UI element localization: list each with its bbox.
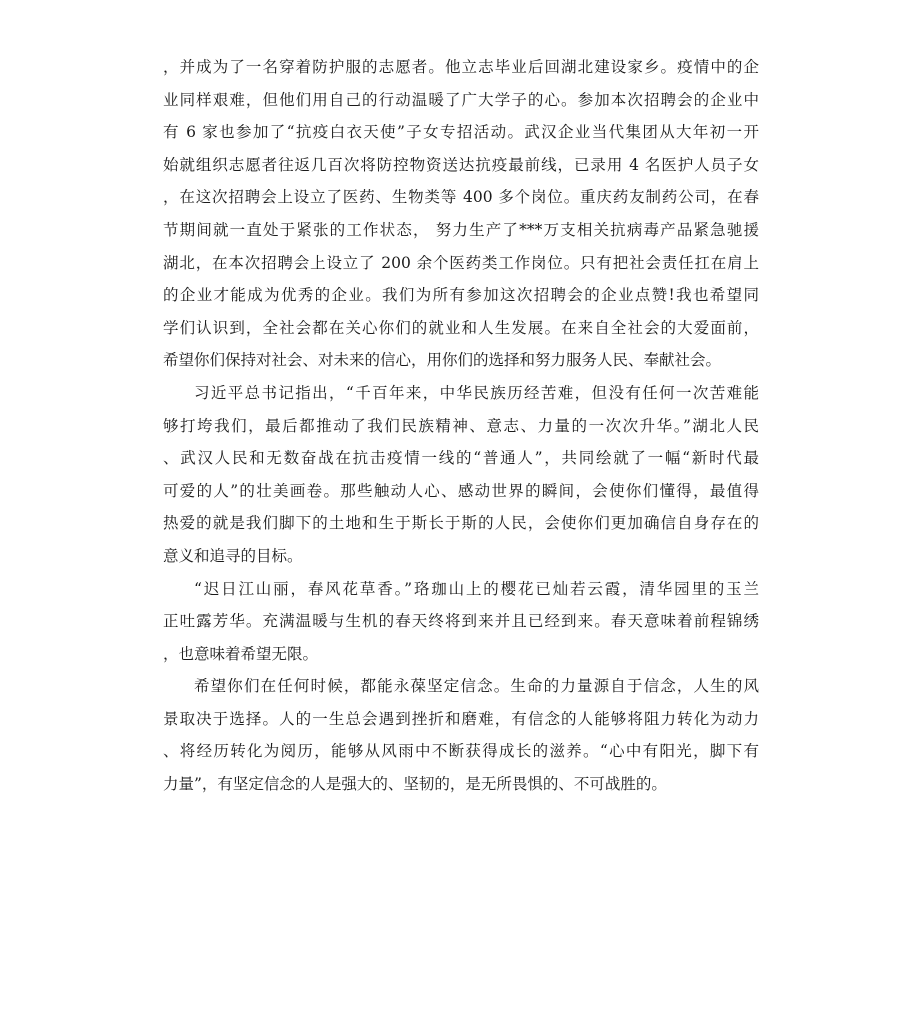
text-line: ，并成为了一名穿着防护服的志愿者。他立志毕业后回湖北建设家乡。疫情中的企 [163,58,759,76]
paragraph [163,377,759,573]
text-line: 景取决于选择。人的一生总会遇到挫折和磨难，有信念的人能够将阻力转化为动力 [163,709,759,728]
text-line: 正吐露芳华。充满温暖与生机的春天终将到来并且已经到来。春天意味着前程锦绣 [163,612,759,631]
text-line: 有 6 家也参加了“抗疫白衣天使”子女专招活动。武汉企业当代集团从大年初一开 [163,123,759,142]
text-line: 意义和追寻的目标。 [163,546,303,565]
text-line: 可爱的人”的壮美画卷。那些触动人心、感动世界的瞬间，会使你们懂得，最值得 [163,481,759,500]
text-line: “迟日江山丽，春风花草香。”珞珈山上的樱花已灿若云霞，清华园里的玉兰 [194,579,759,598]
text-line: 希望你们在任何时候，都能永葆坚定信念。生命的力量源自于信念，人生的风 [194,677,759,696]
text-line: 、将经历转化为阅历，能够从风雨中不断获得成长的滋养。“心中有阳光，脚下有 [163,742,759,761]
text-line: 湖北，在本次招聘会上设立了 200 余个医药类工作岗位。只有把社会责任扛在肩上 [163,253,759,272]
document-body [163,51,759,801]
text-line: 始就组织志愿者往返几百次将防控物资送达抗疫最前线，已录用 4 名医护人员子女 [163,155,759,174]
paragraph [163,573,759,671]
text-line: 够打垮我们，最后都推动了我们民族精神、意志、力量的一次次升华。”湖北人民 [163,416,759,435]
text-line: 习近平总书记指出，“千百年来，中华民族历经苦难，但没有任何一次苦难能 [194,383,759,402]
text-line: 业同样艰难，但他们用自己的行动温暖了广大学子的心。参加本次招聘会的企业中 [163,90,759,109]
text-line: 学们认识到，全社会都在关心你们的就业和人生发展。在来自全社会的大爱面前， [163,318,759,337]
text-line: ，也意味着希望无限。 [163,644,319,663]
text-line: ，在这次招聘会上设立了医药、生物类等 400 多个岗位。重庆药友制药公司，在春 [163,188,759,207]
paragraph [163,670,759,800]
text-line: 、武汉人民和无数奋战在抗击疫情一线的“普通人”，共同绘就了一幅“新时代最 [163,449,759,468]
text-line: 的企业才能成为优秀的企业。我们为所有参加这次招聘会的企业点赞!我也希望同 [163,286,759,305]
text-line: 热爱的就是我们脚下的土地和生于斯长于斯的人民，会使你们更加确信自身存在的 [163,514,759,533]
text-line: 力量”，有坚定信念的人是强大的、坚韧的，是无所畏惧的、不可战胜的。 [163,775,667,794]
text-line: 希望你们保持对社会、对未来的信心，用你们的选择和努力服务人民、奉献社会。 [163,351,722,370]
paragraph [163,51,759,377]
text-line: 节期间就一直处于紧张的工作状态， 努力生产了***万支相关抗病毒产品紧急驰援 [163,220,759,239]
